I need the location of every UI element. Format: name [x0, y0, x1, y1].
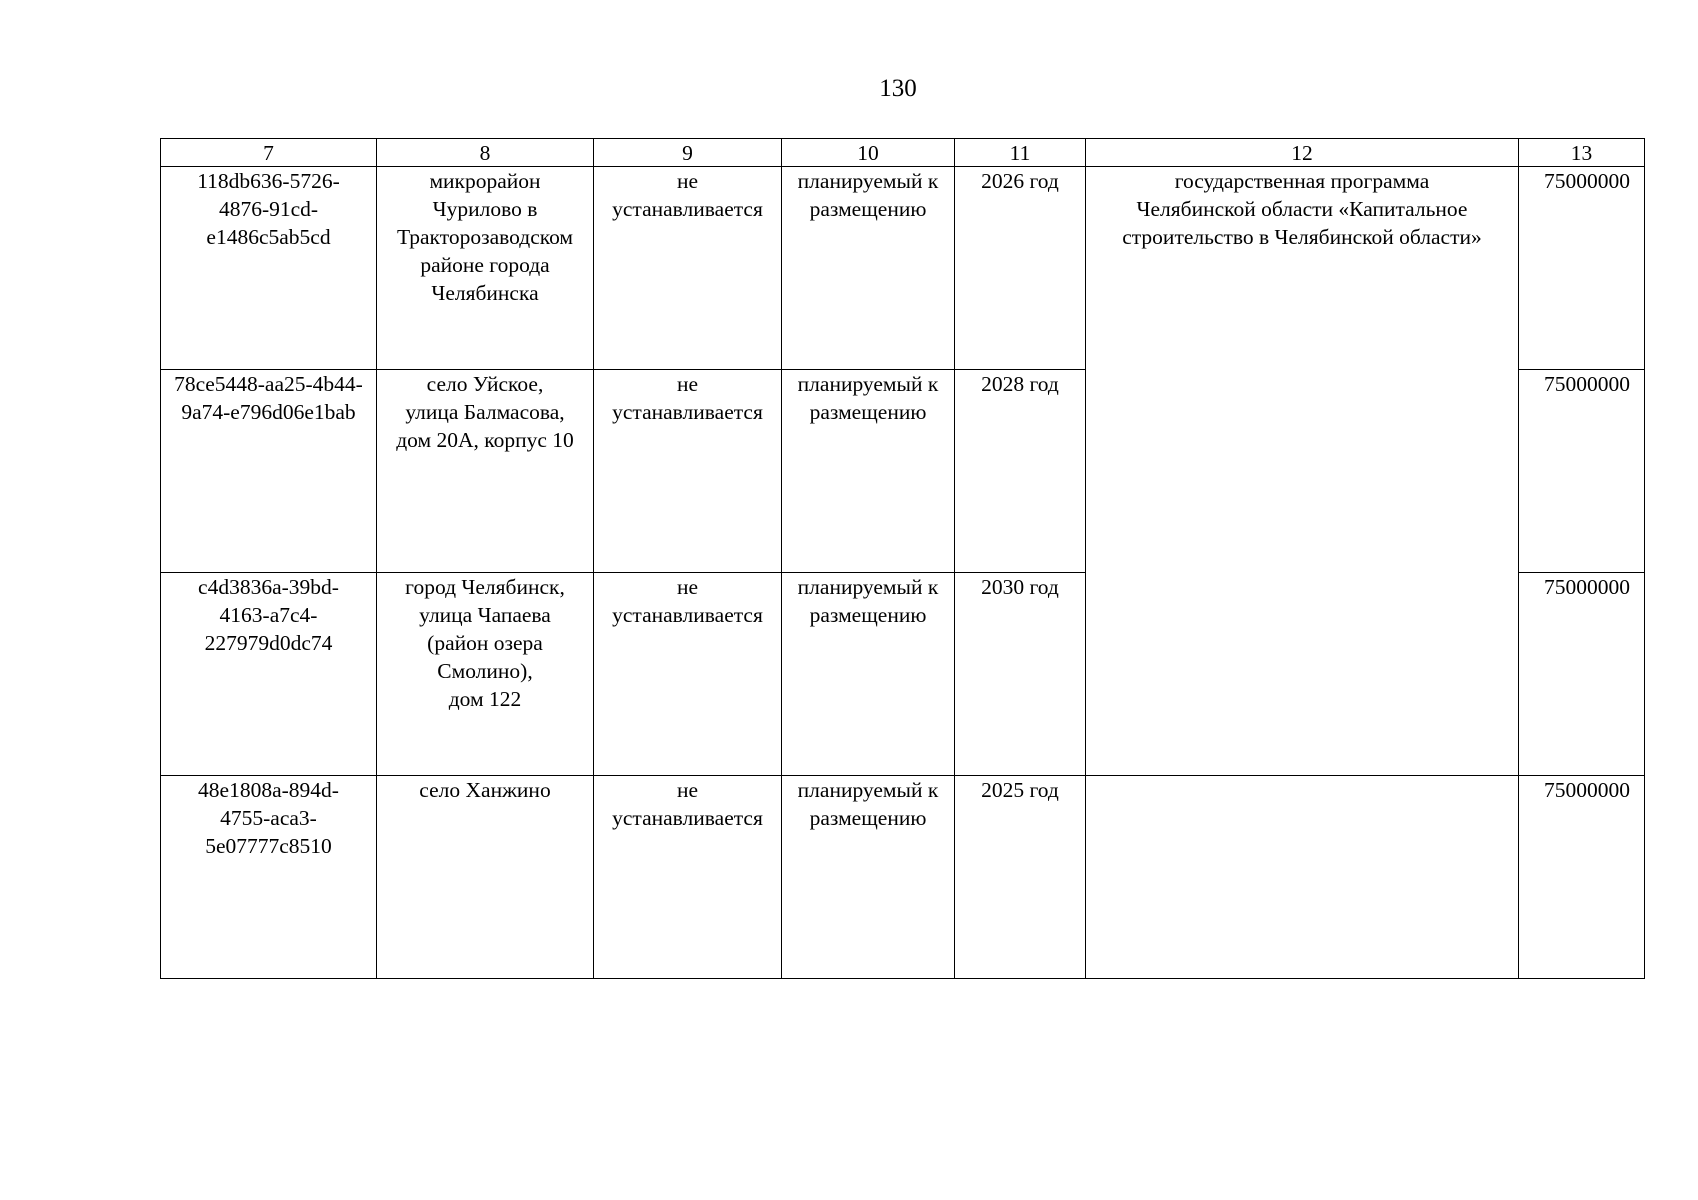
table-header-row: [161, 139, 1645, 167]
address: село Уйское, улица Балмасова, дом 20А, корпус 10: [396, 372, 574, 452]
amount: 75000000: [1544, 169, 1630, 193]
year: 2030 год: [981, 575, 1059, 599]
status-cell: [594, 370, 782, 573]
program-cell: [1086, 167, 1519, 776]
placement-cell: [782, 776, 955, 979]
amount: 75000000: [1544, 372, 1630, 396]
column-header-7: 7: [161, 139, 377, 167]
address: город Челябинск, улица Чапаева (район озера Смолино), дом 122: [405, 575, 565, 711]
column-header-10: 10: [782, 139, 955, 167]
object-id: c4d3836a-39bd- 4163-a7c4- 227979d0dc74: [198, 575, 339, 655]
object-id-cell: [161, 370, 377, 573]
data-table: [160, 138, 1645, 979]
placement: планируемый к размещению: [797, 169, 939, 221]
object-id-cell: [161, 573, 377, 776]
object-id: 78ce5448-aa25-4b44- 9a74-e796d06e1bab: [174, 372, 363, 424]
object-id-cell: [161, 167, 377, 370]
column-header-13: 13: [1519, 139, 1645, 167]
placement: планируемый к размещению: [797, 575, 939, 627]
address-cell: [377, 370, 594, 573]
status: не устанавливается: [612, 169, 763, 221]
status: не устанавливается: [612, 575, 763, 627]
year-cell: [955, 776, 1086, 979]
amount-cell: [1519, 776, 1645, 979]
column-header-11: 11: [955, 139, 1086, 167]
address-cell: [377, 573, 594, 776]
object-id-cell: [161, 776, 377, 979]
status-cell: [594, 776, 782, 979]
status: не устанавливается: [612, 372, 763, 424]
year-cell: [955, 573, 1086, 776]
column-header-12: 12: [1086, 139, 1519, 167]
amount: 75000000: [1544, 575, 1630, 599]
placement-cell: [782, 573, 955, 776]
year: 2026 год: [981, 169, 1059, 193]
object-id: 118db636-5726- 4876-91cd- e1486c5ab5cd: [197, 169, 340, 249]
placement-cell: [782, 370, 955, 573]
address: микрорайон Чурилово в Тракторозаводском районе города Челябинска: [396, 169, 574, 305]
page-number: 130: [879, 75, 917, 102]
year-cell: [955, 370, 1086, 573]
address-cell: [377, 167, 594, 370]
amount-cell: [1519, 167, 1645, 370]
table-row: [161, 776, 1645, 979]
amount-cell: [1519, 573, 1645, 776]
program-cell: [1086, 776, 1519, 979]
status-cell: [594, 573, 782, 776]
amount-cell: [1519, 370, 1645, 573]
object-id: 48e1808a-894d- 4755-aca3- 5e07777c8510: [198, 778, 339, 858]
address-cell: [377, 776, 594, 979]
address: село Ханжино: [419, 778, 551, 802]
program: государственная программа Челябинской области «Капитальное строительство в Челябинской области»: [1122, 169, 1482, 249]
placement-cell: [782, 167, 955, 370]
year: 2025 год: [981, 778, 1059, 802]
status: не устанавливается: [612, 778, 763, 830]
placement: планируемый к размещению: [797, 778, 939, 830]
year: 2028 год: [981, 372, 1059, 396]
amount: 75000000: [1544, 778, 1630, 802]
table-row: [161, 167, 1645, 370]
status-cell: [594, 167, 782, 370]
column-header-8: 8: [377, 139, 594, 167]
year-cell: [955, 167, 1086, 370]
placement: планируемый к размещению: [797, 372, 939, 424]
column-header-9: 9: [594, 139, 782, 167]
